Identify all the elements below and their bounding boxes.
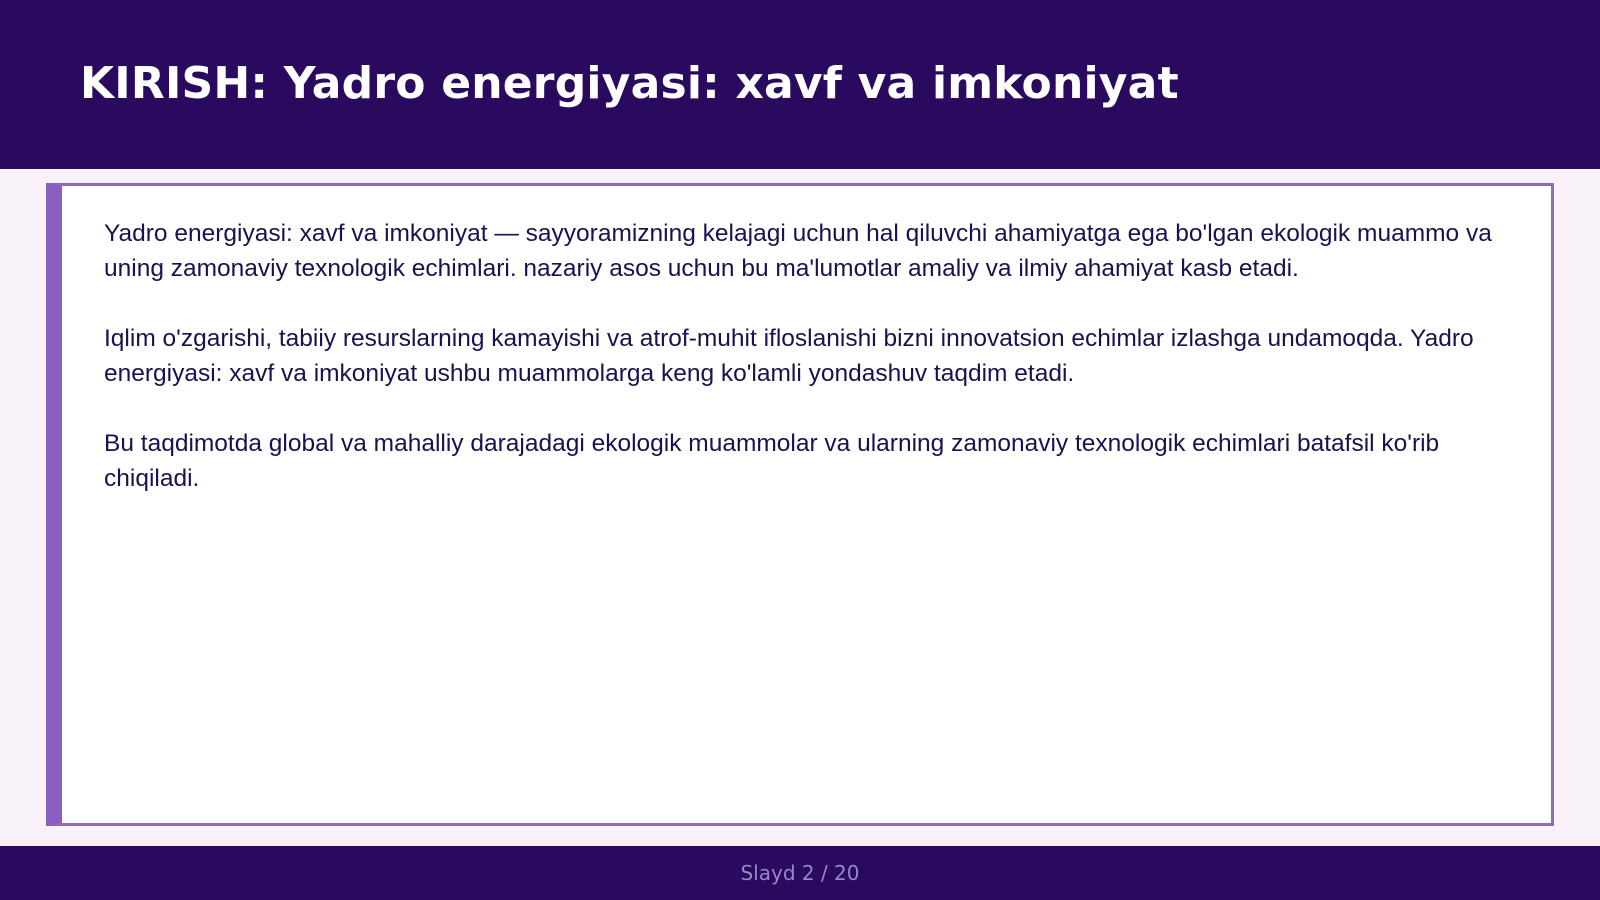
slide-number: Slayd 2 / 20 bbox=[740, 861, 860, 885]
slide-title: KIRISH: Yadro energiyasi: xavf va imkoniyat bbox=[80, 58, 1179, 109]
slide-header bbox=[0, 0, 1600, 169]
content-paragraph-2: Iqlim o'zgarishi, tabiiy resurslarning kamayishi va atrof-muhit ifloslanishi bizni innovatsion echimlar izlashga undamoqda. Yadro energiyasi: xavf va imkoniyat ushbu muammolarga keng ko'lamli yondashuv taqdim etadi. bbox=[104, 325, 1474, 387]
content-card bbox=[46, 183, 1554, 826]
slide-footer bbox=[0, 846, 1600, 900]
content-paragraph-1: Yadro energiyasi: xavf va imkoniyat — sayyoramizning kelajagi uchun hal qiluvchi ahamiyatga ega bo'lgan ekologik muammo va uning zamonaviy texnologik echimlari. nazariy asos uchun bu ma'lumotlar amaliy va ilmiy ahamiyat kasb etadi. bbox=[104, 220, 1492, 282]
content-paragraph-3: Bu taqdimotda global va mahalliy darajadagi ekologik muammolar va ularning zamonaviy texnologik echimlari batafsil ko'rib chiqiladi. bbox=[104, 430, 1440, 492]
content-body bbox=[104, 216, 1514, 531]
